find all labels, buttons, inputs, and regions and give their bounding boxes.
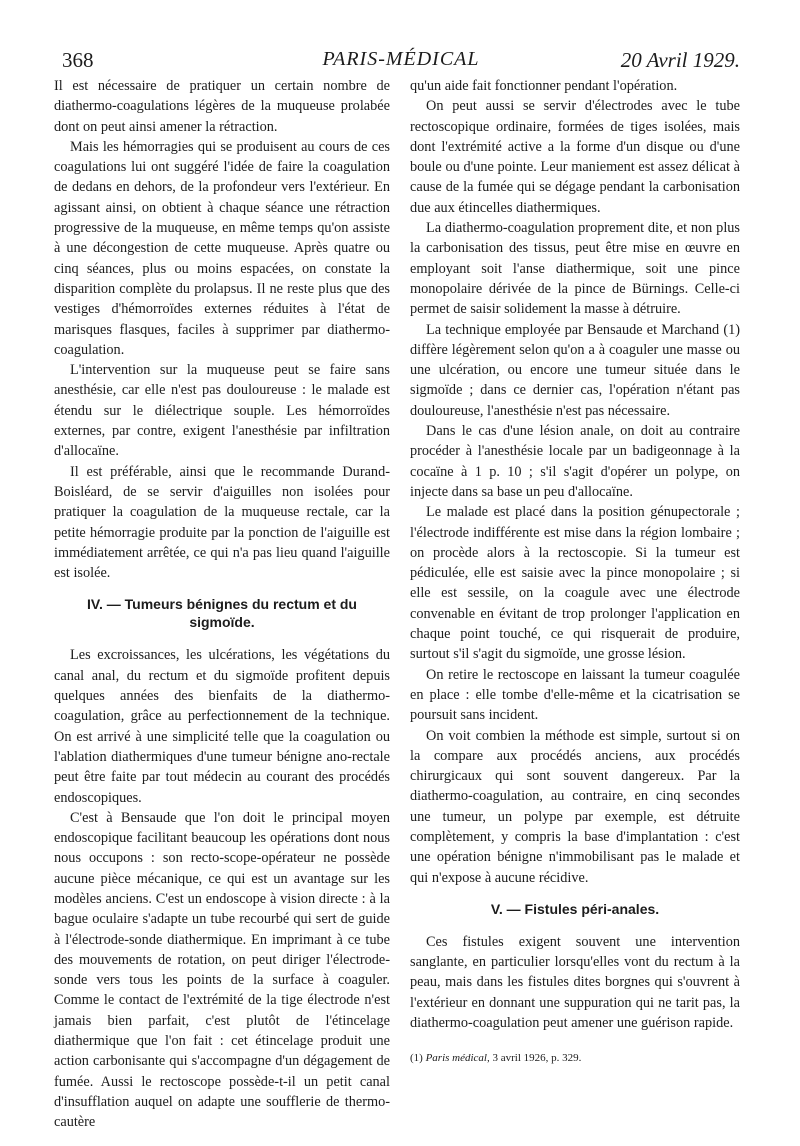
- page-header: [62, 48, 740, 78]
- paragraph: Ces fistules exigent souvent une intervention sanglante, en particulier lorsqu'elles vont du rectum à la peau, mais dans les fistules dites borgnes qui s'ouvrent à l'extérieur en donnant une suppuration qui ne tarit pas, la diathermo-coagulation peut amener une guérison rapide.: [410, 933, 740, 1032]
- paragraph: Les excroissances, les ulcérations, les végétations du canal anal, du rectum et du sigmoïde profitent depuis quelques années des bienfaits de la diathermo-coagulation, grâce au perfectionnement de la technique. On est arrivé à une simplicité telle que la coagulation ou l'ablation diathermiques d'une tumeur bénigne ano-rectale peut être faite par tout médecin au courant des procédés endoscopiques.: [54, 647, 390, 806]
- paragraph: L'intervention sur la muqueuse peut se faire sans anesthésie, car elle n'est pas douloureuse : le malade est étendu sur le diélectrique souple. Les hémorroïdes externes, par contre, exigent l'anesthésie par infiltration d'allocaïne.: [54, 362, 390, 460]
- paragraph: qu'un aide fait fonctionner pendant l'opération.: [410, 78, 678, 94]
- paragraph: Dans le cas d'une lésion anale, on doit au contraire procéder à l'anesthésie locale par un badigeonnage à la cocaïne à 1 p. 10 ; s'il s'agit d'opérer un polype, on injecte dans sa base un peu d'allocaïne.: [410, 423, 740, 500]
- footnote-source: Paris médical,: [425, 1052, 490, 1065]
- issue-date: 20 Avril 1929.: [620, 48, 740, 72]
- paragraph: On retire le rectoscope en laissant la tumeur coagulée en place : elle tombe d'elle-même et la cicatrisation se poursuit sans incident.: [410, 666, 740, 724]
- right-column: [410, 76, 740, 1065]
- paragraph: La technique employée par Bensaude et Marchand (1) diffère légèrement selon qu'on a à coaguler une masse ou une ulcération, ou encore une tumeur située dans le sigmoïde ; dans ce dernier cas, l'opération n'étant pas douloureuse, l'anesthésie n'est pas nécessaire.: [410, 321, 740, 419]
- footnote-number: (1): [410, 1052, 423, 1065]
- page-number: 368: [62, 48, 94, 72]
- paragraph: Il est préférable, ainsi que le recommande Durand-Boisléard, de se servir d'aiguilles non isolées pour pratiquer la coagulation de la muqueuse rectale, car la petite hémorragie produite par la ponction de l'aiguille est immédiatement arrêtée, ce qui n'a pas lieu quand l'aiguille est isolée.: [54, 463, 390, 582]
- left-column: [54, 76, 390, 1133]
- section-heading-iv: IV. — Tumeurs bénignes du rectum et du sigmoïde.: [87, 596, 357, 631]
- footnote-reference: 3 avril 1926, p. 329.: [492, 1052, 582, 1065]
- paragraph: Mais les hémorragies qui se produisent au cours de ces coagulations lui ont suggéré l'idée de faire la coagulation de dedans en dehors, de la profondeur vers l'extérieur. En agissant ainsi, on obtient à chaque séance une rétraction progressive de la muqueuse, en même temps qu'on assiste à une décongestion de cette muqueuse. Après quatre ou cinq séances, plus ou moins espacées, on constate la disparition complète du prolapsus. Il ne reste plus que des vestiges d'hémorroïdes externes réduites à l'état de marisques flasques, faciles à supprimer par diathermo-coagulation.: [54, 138, 390, 358]
- paragraph: Il est nécessaire de pratiquer un certain nombre de diathermo-coagulations légères de la muqueuse prolabée dont on peut ainsi amener la rétraction.: [54, 78, 390, 135]
- paragraph: Le malade est placé dans la position génupectorale ; l'électrode indifférente est mise dans la région lombaire ; on procède alors à la rectoscopie. Si la tumeur est pédiculée, elle est saisie avec la pince monopolaire ; si elle est sessile, on la coagule avec une électrode convenable en évitant de trop prolonger l'application en chaque point touché, ce qui risquerait de produire, surtout s'il s'agit du sigmoïde, une grosse lésion.: [410, 504, 740, 663]
- paragraph: On peut aussi se servir d'électrodes avec le tube rectoscopique ordinaire, formées de tiges isolées, mais dont l'extrémité active a la forme d'un disque ou d'une boule ou d'une pointe. Leur maniement est assez délicat à cause de la fumée qui se dégage pendant la carbonisation due aux étincelles diathermiques.: [410, 98, 740, 216]
- paragraph: C'est à Bensaude que l'on doit le principal moyen endoscopique facilitant beaucoup les opérations dont nous nous occupons : son recto-scope-opérateur ne possède aucune pièce mécanique, ce qui est un avantage sur les modèles anciens. C'est un endoscope à vision directe : à la bague oculaire s'adapte un tube recourbé qui sert de guide à l'électrode-sonde diathermique. En imprimant à ce tube des mouvements de rotation, on peut diriger l'électrode-sonde vers tous les points de la surface à coaguler. Comme le contact de l'extrémité de la tige électrode n'est jamais bien parfait, c'est plutôt de l'étincelage diathermique que l'on fait : cet étincelage produit une action carbonisante qui s'accompagne d'un dégagement de fumée. Aussi le rectoscope possède-t-il un petit canal d'insufflation auquel on adapte une soufflerie de thermo-cautère: [54, 809, 390, 1131]
- paragraph: On voit combien la méthode est simple, surtout si on la compare aux procédés anciens, aux procédés chirurgicaux qui sont souvent dangereux. Par la diathermo-coagulation, au contraire, en cinq secondes une tumeur, un polype par exemple, est détruite complètement, y compris la base d'implantation : c'est une opération bénigne n'immobilisant pas le malade et qui n'expose à aucune récidive.: [410, 727, 740, 886]
- footnote: [410, 1051, 740, 1065]
- section-heading-v: V. — Fistules péri-anales.: [490, 900, 660, 917]
- journal-title: PARIS-MÉDICAL: [322, 48, 480, 70]
- paragraph: La diathermo-coagulation proprement dite, et non plus la carbonisation des tissus, peut être mise en œuvre en employant soit l'anse diathermique, soit une pince monopolaire dérivée de la pince de Bürnings. Celle-ci permet de saisir solidement la masse à détruire.: [410, 220, 740, 318]
